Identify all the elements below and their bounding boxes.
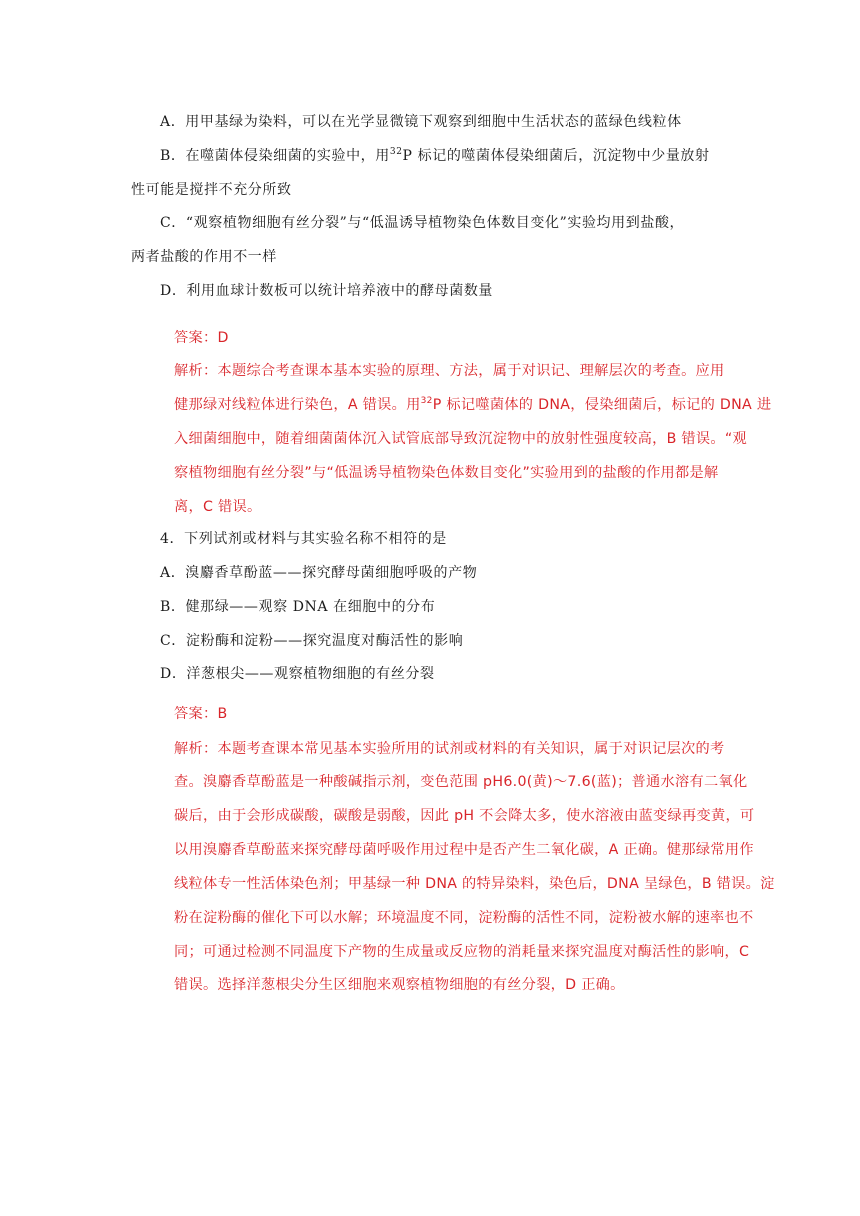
q3-analysis-text-pre: 健那绿对线粒体进行染色，A 错误。用	[174, 397, 421, 413]
q4-option-d: D．洋葱根尖——观察植物细胞的有丝分裂	[160, 666, 435, 682]
q4-analysis-line: 错误。选择洋葱根尖分生区细胞来观察植物细胞的有丝分裂，D 正确。	[174, 977, 625, 993]
q4-analysis-line: 查。溴麝香草酚蓝是一种酸碱指示剂，变色范围 pH6.0(黄)～7.6(蓝)；普通水溶有二氧化	[174, 774, 748, 790]
q4-analysis-line: 碳后，由于会形成碳酸，碳酸是弱酸，因此 pH 不会降太多，使水溶液由蓝变绿再变黄，可	[174, 808, 755, 824]
q4-answer: 答案：B	[174, 706, 228, 722]
q3-analysis-text-post: P 标记噬菌体的 DNA，侵染细菌后，标记的 DNA 进	[432, 397, 772, 413]
q3-option-b-line2: 性可能是搅拌不充分所致	[131, 182, 292, 198]
q4-option-a: A．溴麝香草酚蓝——探究酵母菌细胞呼吸的产物	[160, 565, 478, 581]
q3-answer: 答案：D	[174, 330, 229, 346]
q4-analysis-line: 粉在淀粉酶的催化下可以水解；环境温度不同，淀粉酶的活性不同，淀粉被水解的速率也不	[174, 910, 754, 926]
q3-analysis-line: 察植物细胞有丝分裂”与“低温诱导植物染色体数目变化”实验用到的盐酸的作用都是解	[174, 465, 719, 481]
q3-analysis-line: 离，C 错误。	[174, 499, 262, 515]
q3-option-b-text-post: P 标记的噬菌体侵染细菌后，沉淀物中少量放射	[402, 148, 710, 164]
q3-option-b-superscript: 32	[389, 147, 403, 157]
q4-option-c: C．淀粉酶和淀粉——探究温度对酶活性的影响	[160, 633, 464, 649]
q4-option-b: B．健那绿——观察 DNA 在细胞中的分布	[160, 599, 436, 615]
q4-analysis-line: 以用溴麝香草酚蓝来探究酵母菌呼吸作用过程中是否产生二氧化碳，A 正确。健那绿常用作	[174, 842, 754, 858]
q3-option-c-line1: C．“观察植物细胞有丝分裂”与“低温诱导植物染色体数目变化”实验均用到盐酸，	[160, 215, 685, 231]
q4-stem: 4．下列试剂或材料与其实验名称不相符的是	[160, 531, 447, 547]
q4-analysis-line: 同；可通过检测不同温度下产物的生成量或反应物的消耗量来探究温度对酶活性的影响，C	[174, 944, 750, 960]
q3-option-d: D．利用血球计数板可以统计培养液中的酵母菌数量	[160, 283, 494, 299]
q3-option-b-line1	[160, 146, 710, 166]
q3-analysis-superscript: 32	[420, 396, 433, 406]
q3-option-c-line2: 两者盐酸的作用不一样	[131, 249, 277, 265]
q3-analysis-line: 入细菌细胞中，随着细菌菌体沉入试管底部导致沉淀物中的放射性强度较高，B 错误。“观	[174, 431, 748, 447]
q3-option-a: A．用甲基绿为染料，可以在光学显微镜下观察到细胞中生活状态的蓝绿色线粒体	[160, 114, 682, 130]
q3-analysis-line	[174, 395, 771, 415]
q4-analysis-line: 线粒体专一性活体染色剂；甲基绿一种 DNA 的特异染料，染色后，DNA 呈绿色，B 错误。淀	[174, 876, 775, 892]
q3-analysis-line: 解析：本题综合考查课本基本实验的原理、方法，属于对识记、理解层次的考查。应用	[174, 363, 725, 379]
q3-option-b-text-pre: B．在噬菌体侵染细菌的实验中，用	[160, 148, 390, 164]
q4-analysis-line: 解析：本题考查课本常见基本实验所用的试剂或材料的有关知识，属于对识记层次的考	[174, 741, 725, 757]
